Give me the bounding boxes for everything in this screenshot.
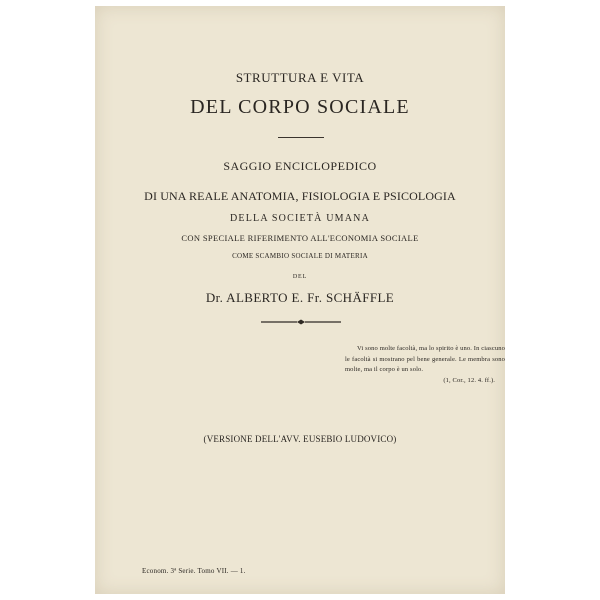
epigraph <box>345 344 505 386</box>
translation-note: (VERSIONE DELL'AVV. EUSEBIO LUDOVICO) <box>203 434 397 444</box>
book-page <box>95 6 505 594</box>
title-line-1: STRUTTURA E VITA <box>235 70 365 85</box>
subtitle-line-4: CON SPECIALE RIFERIMENTO ALL'ECONOMIA SOCIALE <box>181 233 419 243</box>
subtitle-line-3: DELLA SOCIETÀ UMANA <box>229 213 371 224</box>
title-line-2: DEL CORPO SOCIALE <box>190 96 410 118</box>
subtitle-line-1: SAGGIO ENCICLOPEDICO <box>223 159 377 173</box>
epigraph-reference: (1, Cor., 12. 4. ff.). <box>443 376 495 384</box>
author-by: DEL <box>292 274 308 280</box>
title-rule <box>278 137 324 138</box>
page-footer: Econom. 3ª Serie. Tomo VII. — 1. <box>142 567 246 575</box>
epigraph-text: Vi sono molte facoltà, ma lo spirito è uno. In ciascuno le facoltà si mostrano pel bene generale. Le membra sono molte, ma il corpo è un solo. <box>345 345 505 373</box>
author-name: Dr. ALBERTO E. Fr. SCHÄFFLE <box>205 290 395 305</box>
subtitle-line-5: COME SCAMBIO SOCIALE DI MATERIA <box>232 252 368 260</box>
ornament-divider <box>259 318 343 326</box>
subtitle-line-2: DI UNA REALE ANATOMIA, FISIOLOGIA E PSICOLOGIA <box>144 189 456 203</box>
